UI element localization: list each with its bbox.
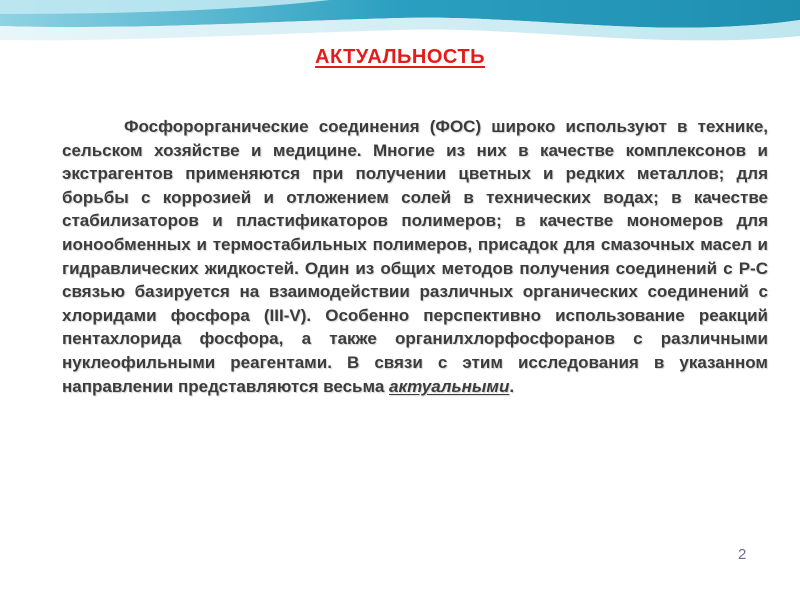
body-text: Фосфорорганические соединения (ФОС) широко используют в технике, сельском хозяйстве и медицине. Многие из них в качестве комплексонов и экстрагентов применяются при получении цветных и редких металлов; для борьбы с коррозией и отложением солей в технических водах; в качестве стабилизаторов и пластификаторов полимеров; в качестве мономеров для ионообменных и термостабильных полимеров, присадок для смазочных масел и гидравлических жидкостей. Один из общих методов получения соединений с Р-С связью базируется на взаимодействии различных органических соединений с хлоридами фосфора (III-V). Особенно перспективно использование реакций пентахлорида фосфора, а также органилхлорфосфоранов с различными нуклеофильными реагентами. В связи с этим исследования в указанном направлении представляются весьма [62,117,768,396]
slide-title: АКТУАЛЬНОСТЬ [315,46,485,68]
body-paragraph [62,115,768,398]
end-punctuation: . [509,376,515,396]
emphasis-word: актуальными [389,376,510,396]
page-number: 2 [738,546,747,563]
header-wave-decoration [0,0,800,90]
